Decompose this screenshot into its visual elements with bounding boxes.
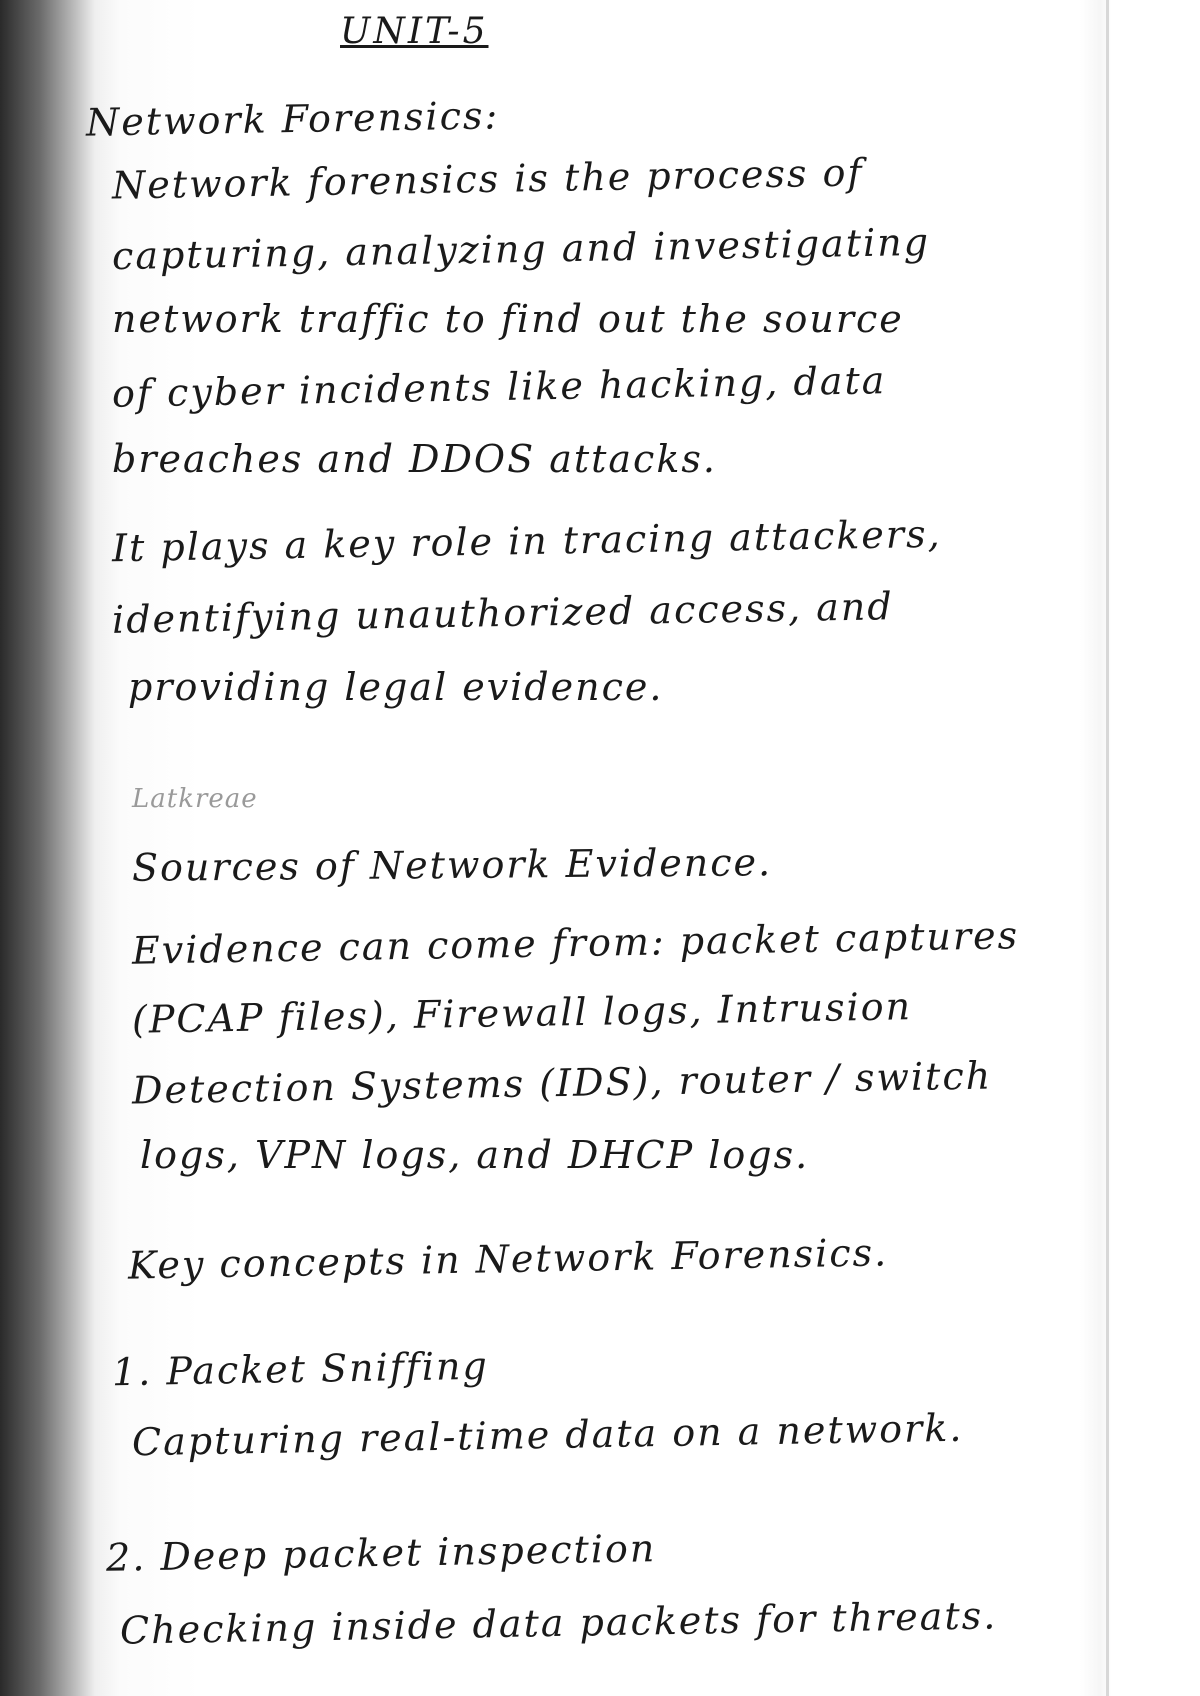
list-item-text: Checking inside data packets for threats. <box>119 1593 998 1653</box>
text-line: network traffic to find out the source <box>112 297 904 341</box>
text-line: Evidence can come from: packet captures <box>131 913 1020 973</box>
text-line: breaches and DDOS attacks. <box>112 437 717 481</box>
text-line: Detection Systems (IDS), router / switch <box>131 1053 993 1113</box>
section-heading-key-concepts: Key concepts in Network Forensics. <box>127 1230 889 1288</box>
text-line: logs, VPN logs, and DHCP logs. <box>140 1133 810 1177</box>
list-item-title: 2. Deep packet inspection <box>105 1526 657 1580</box>
text-line: providing legal evidence. <box>128 665 664 709</box>
section-heading-network-forensics: Network Forensics: <box>85 93 500 145</box>
text-line: Network forensics is the process of <box>111 150 864 208</box>
text-line: It plays a key role in tracing attackers, <box>111 511 942 571</box>
text-line: (PCAP files), Firewall logs, Intrusion <box>131 984 913 1042</box>
list-item-text: Capturing real-time data on a network. <box>131 1405 964 1465</box>
list-item-title: 1. Packet Sniffing <box>111 1343 490 1395</box>
section-heading-sources: Sources of Network Evidence. <box>131 840 773 890</box>
margin-note: Latkreae <box>132 784 258 814</box>
page-edge <box>1106 0 1109 1696</box>
text-line: identifying unauthorized access, and <box>111 584 895 642</box>
page-title: UNIT-5 <box>340 11 489 52</box>
text-line: capturing, analyzing and investigating <box>111 219 931 279</box>
text-line: of cyber incidents like hacking, data <box>111 358 887 416</box>
